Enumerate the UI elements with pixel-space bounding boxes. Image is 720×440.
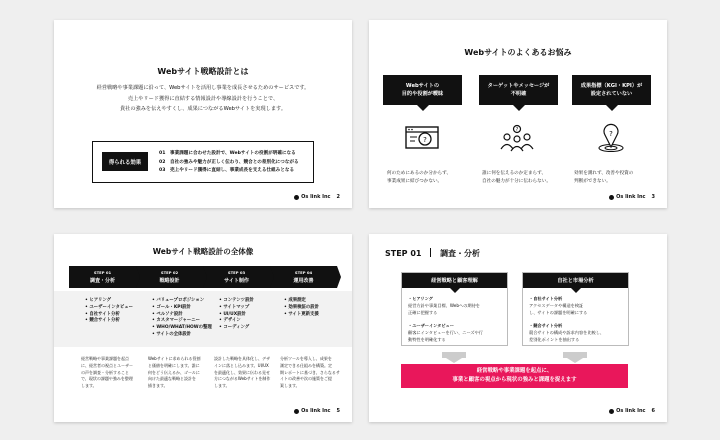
section-heading: ・競合サイト分析 — [529, 323, 563, 328]
steps-ribbon — [69, 266, 337, 288]
benefit-item: 02 自社の強みや魅力が正しく伝わり、競合との差別化につながる — [159, 159, 299, 165]
logo-text: Os link Inc — [616, 194, 646, 200]
card-header: 自社と市場分析 — [523, 273, 628, 288]
pain-heading-3: 成果指標（KGI・KPI）が 設定されていない — [572, 75, 651, 105]
step-3-items: • コンテンツ設計 • サイトマップ • UI/UX設計 • デザイン • コーディング — [219, 298, 279, 332]
slide-3-title: Webサイト戦略設計の全体像 — [152, 247, 254, 256]
down-arrow-icon — [442, 352, 466, 358]
slide-1-body — [74, 83, 332, 115]
svg-text:?: ? — [515, 127, 519, 133]
page-number: 6 — [651, 408, 655, 414]
page-number: 5 — [336, 408, 340, 414]
slide-footer — [294, 194, 340, 200]
pain-desc-1: 何のためにあるのか分からず、 事業成果に結びつかない。 — [387, 171, 451, 184]
benefits-list — [159, 150, 299, 176]
logo-icon — [609, 409, 614, 414]
card-body: ・ヒアリング 経営方針や事業目標、Webへの期待を 正確に把握する ・ユーザーインタビュー 顧客にインタビューを行い、ニーズや行 動特性を明確化する — [408, 295, 503, 343]
step-2-items: • バリュープロポジション • ゴール・KPI設計 • ペルソナ設計 • カスタマージャーニー • WHO/WHAT/HOWの整理 • サイトの全体設計 — [152, 298, 212, 339]
step-3-desc: 設計した戦略を具体化し、デザ インに落とし込みます。UI/UX を最適化し、効果に伝わる見せ 方につながるWebサイトを制作 します。 — [214, 356, 271, 389]
section-heading: ・自社サイト分析 — [529, 296, 563, 301]
pain-heading-1: Webサイトの 目的や役割が曖昧 — [383, 75, 462, 105]
svg-text:?: ? — [423, 136, 427, 144]
logo-icon — [294, 195, 299, 200]
slide-footer — [609, 408, 655, 414]
pain-heading-2: ターゲットやメッセージが 不明確 — [479, 75, 558, 105]
step-tab-4: STEP 04 運用改善 — [270, 266, 337, 288]
browser-question-icon — [403, 123, 443, 153]
people-question-icon — [497, 123, 537, 153]
logo-text: Os link Inc — [616, 408, 646, 414]
slide-1-title: Webサイト戦略設計とは — [157, 67, 249, 76]
target-question-icon — [591, 123, 631, 153]
pain-desc-3: 効果を測れず、改善や投資の 判断ができない。 — [574, 171, 634, 184]
step-label: STEP 01 — [385, 249, 422, 258]
section-heading: ・ユーザーインタビュー — [408, 323, 454, 328]
body-line: 貴社の強みを伝えやすくし、成果につながるWebサイトを実現します。 — [119, 106, 287, 112]
logo-text: Os link Inc — [301, 194, 331, 200]
step-1-desc: 経営戦略や事業課題を起点 に、経営者の視点とユーザー の声を調査・分析すること で、現状の課題や強みを整理 します。 — [81, 356, 133, 389]
summary-banner: 経営戦略や事業課題を起点に、 事業と顧客の視点から現状の強みと課題を捉えます — [401, 364, 628, 388]
header-divider — [430, 248, 431, 257]
logo-icon — [294, 409, 299, 414]
card-header: 経営戦略と顧客理解 — [402, 273, 507, 288]
benefit-item: 03 売上やリード獲得に直結し、事業成長を支える仕組みとなる — [159, 168, 295, 174]
logo-text: Os link Inc — [301, 408, 331, 414]
step-tab-3: STEP 03 サイト制作 — [203, 266, 270, 288]
step-4-items: • 成果測定 • 効果検証の設計 • サイト更新支援 — [284, 298, 344, 318]
benefits-box — [92, 141, 314, 183]
slide-1[interactable] — [54, 20, 352, 208]
page-number: 2 — [336, 194, 340, 200]
step-tab-2: STEP 02 戦略設計 — [136, 266, 203, 288]
section-heading: ・ヒアリング — [408, 296, 433, 301]
step-1-items: • ヒアリング • ユーザーインタビュー • 自社サイト分析 • 競合サイト分析 — [85, 298, 145, 325]
slide-2[interactable] — [369, 20, 667, 208]
step-tab-1: STEP 01 調査・分析 — [69, 266, 136, 288]
body-line: 経営戦略や事業課題に沿って、Webサイトを活用し事業を成長させるためのサービスです。 — [96, 85, 310, 91]
card-body: ・自社サイト分析 アクセスデータや構造を検証 し、サイトの課題を明確にする ・競合サイト分析 競合サイトの構成や訴求内容を比較し、 差別化ポイントを抽出する — [529, 295, 624, 343]
card-market — [522, 272, 629, 346]
page-number: 3 — [651, 194, 655, 200]
step-2-desc: Webサイトに求められる役割 と価値を明確にします。誰に 何をどう伝えるか、ゴールに 向けた最適な戦略と設計を 描きます。 — [148, 356, 201, 389]
down-arrow-icon — [563, 352, 587, 358]
slide-4-title: 調査・分析 — [440, 249, 481, 258]
pain-desc-2: 誰に何を伝えるのか定まらず、 自社の魅力が十分に伝わらない。 — [482, 171, 551, 184]
card-strategy — [401, 272, 508, 346]
logo-icon — [609, 195, 614, 200]
slide-2-title: Webサイトのよくあるお悩み — [464, 48, 572, 57]
body-line: 売上やリード獲得に直結する情報設計や導線設計を行うことで、 — [127, 95, 279, 102]
step-4-desc: 分析ツールを導入し、成果を 測定できる仕組みを構築。定 期レポートに基づき、さらなるサ イトの改善や次の施策をご提 案します。 — [280, 356, 340, 389]
slide-footer — [609, 194, 655, 200]
svg-text:?: ? — [609, 130, 613, 138]
slide-3[interactable] — [54, 234, 352, 422]
slide-4[interactable] — [369, 234, 667, 422]
slide-footer — [294, 408, 340, 414]
benefit-item: 01 事業課題に合わせた設計で、Webサイトの役割が明確になる — [159, 151, 296, 156]
benefits-badge: 得られる効果 — [102, 152, 148, 171]
slide-4-header — [385, 248, 480, 259]
